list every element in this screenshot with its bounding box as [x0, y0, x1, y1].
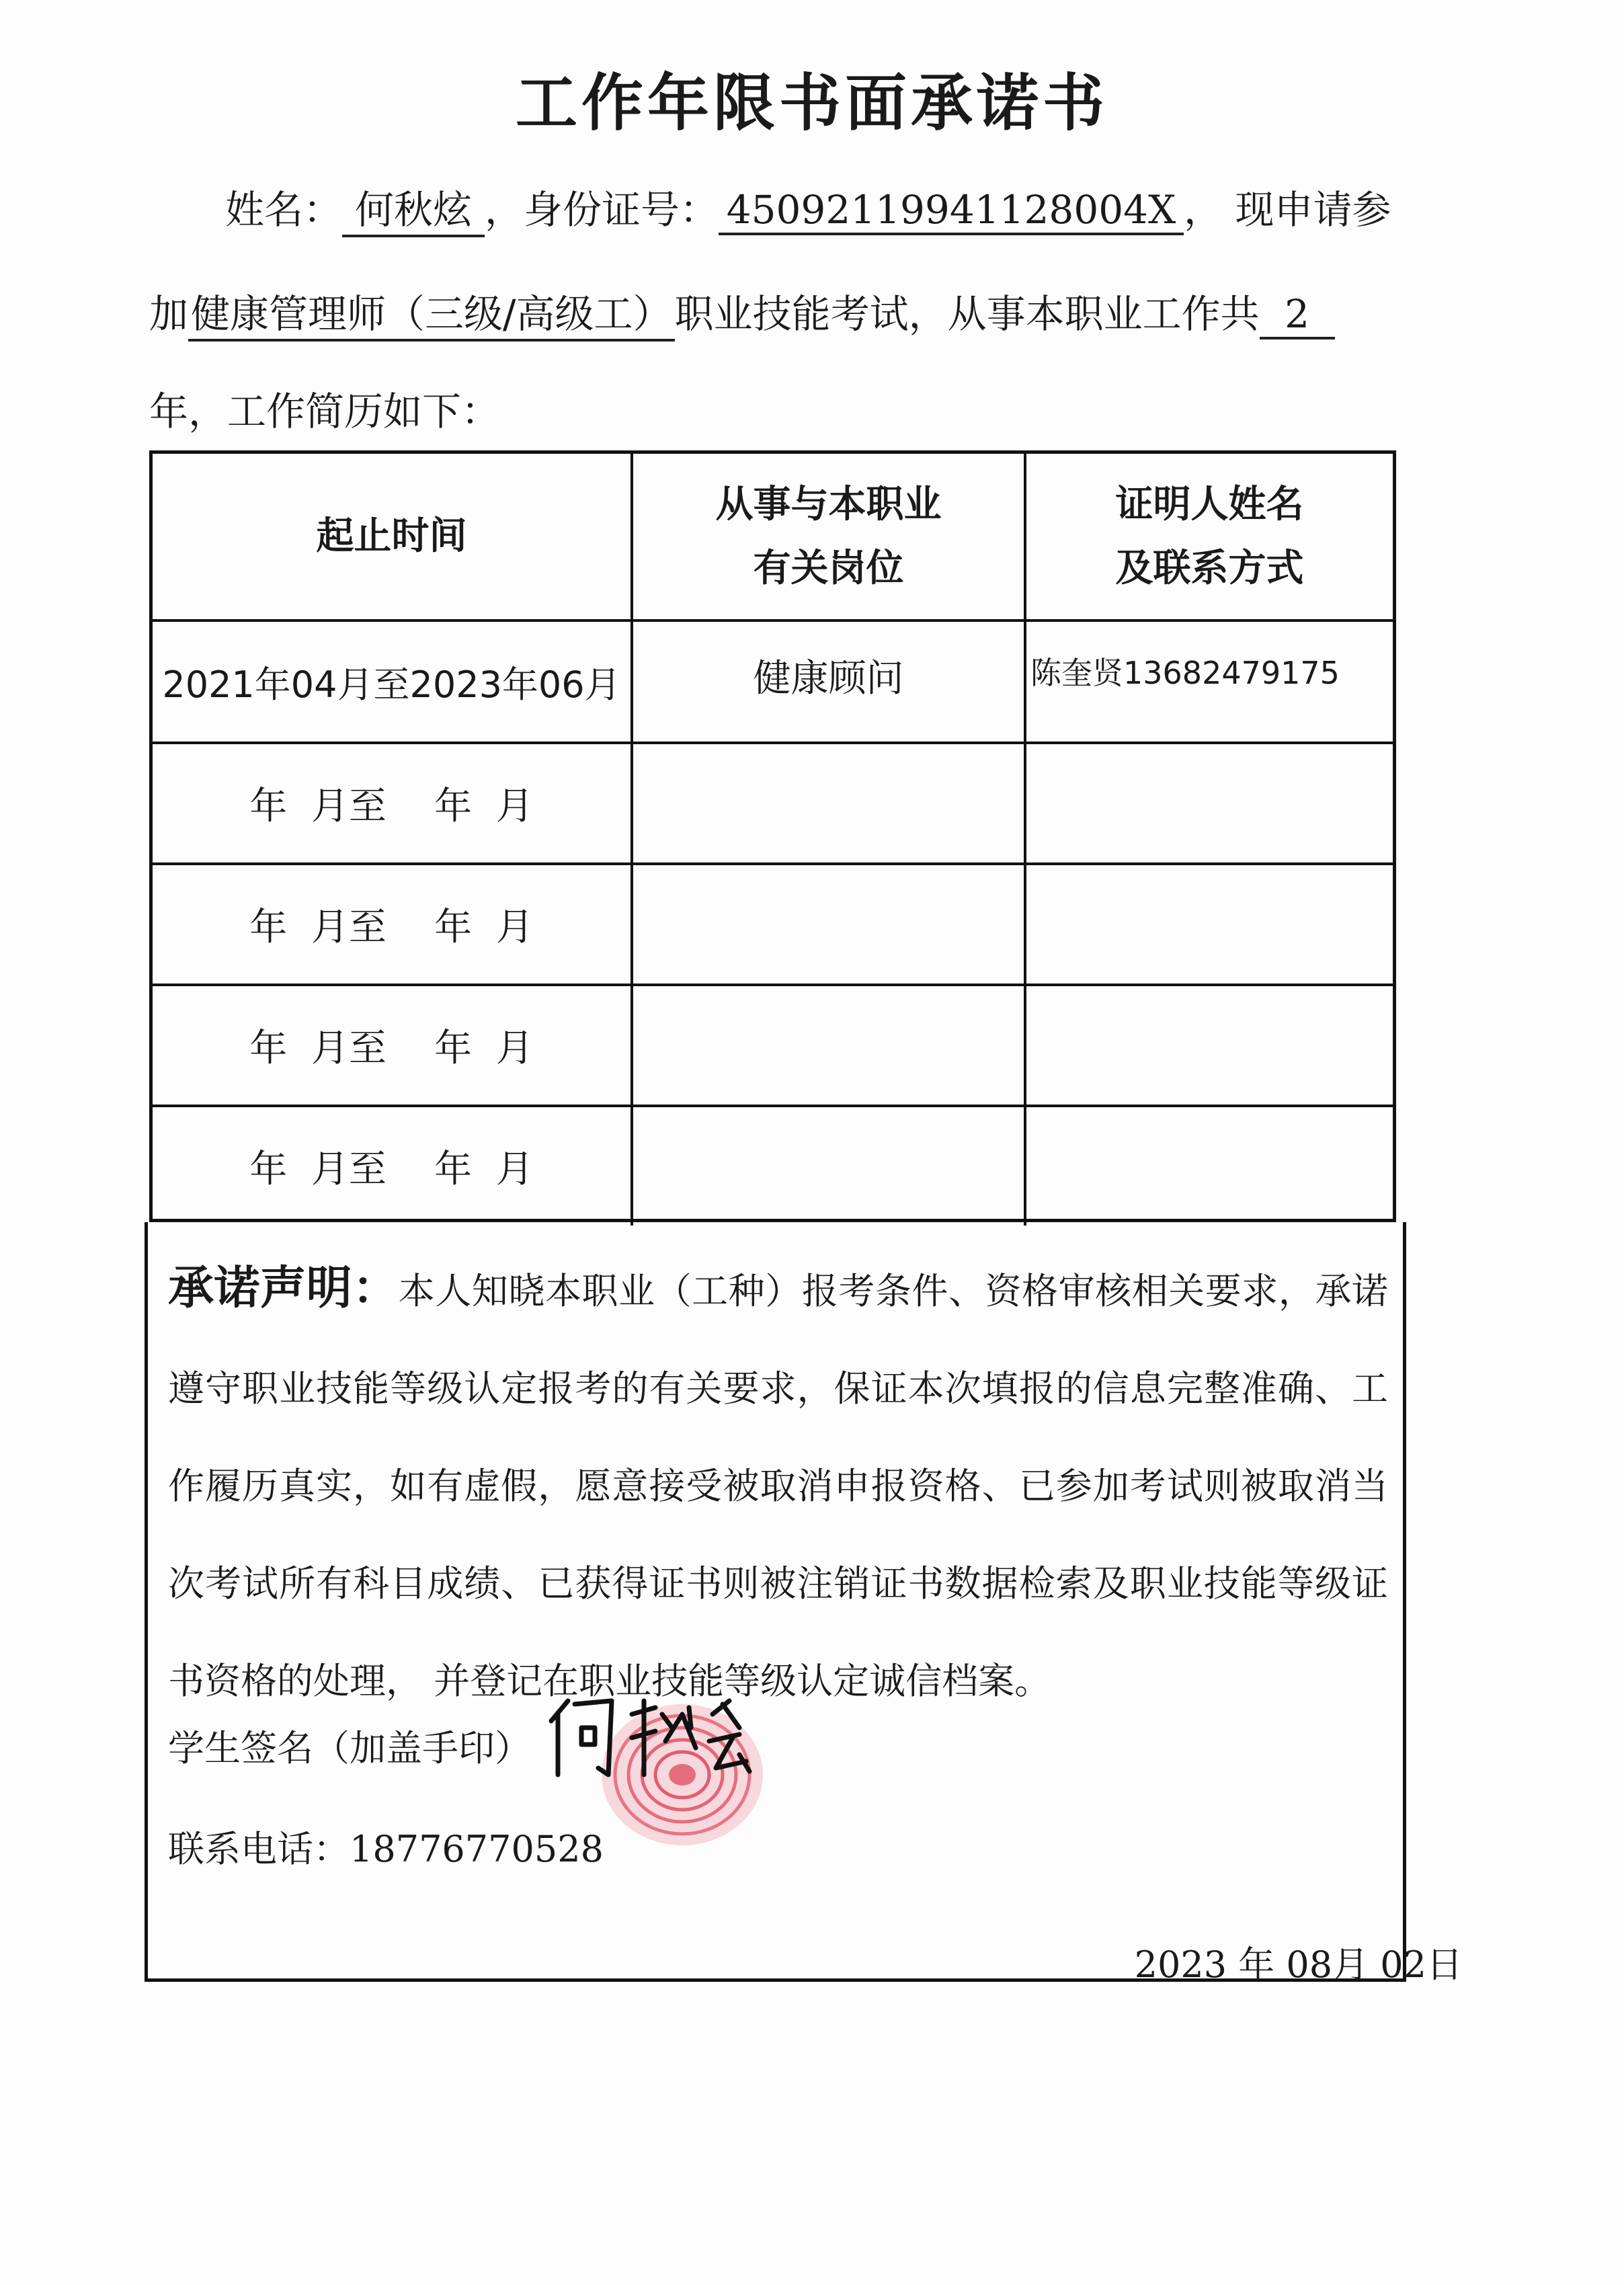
header-witness [1025, 454, 1393, 620]
table-row [153, 743, 1393, 864]
name-label: 姓名： [225, 187, 343, 233]
month-label: 月 [495, 906, 534, 949]
header-witness-line1: 证明人姓名 [1115, 482, 1304, 526]
id-label: ，身份证号： [485, 187, 719, 233]
table-header-row [153, 454, 1393, 620]
year-label: 年 [434, 1148, 473, 1191]
row-period [153, 743, 632, 864]
row-post [632, 743, 1025, 864]
table-row [153, 1106, 1393, 1226]
statement-text [168, 1240, 1388, 1730]
id-number: 45092119941128004X [719, 187, 1184, 235]
row-post [632, 864, 1025, 985]
phone-label: 联系电话： [168, 1828, 350, 1870]
year-label: 年 [249, 1148, 288, 1191]
intro-line-2 [149, 282, 1335, 342]
apply-prefix: 加 [149, 291, 189, 337]
year-label: 年 [434, 785, 473, 828]
year-label: 年 [249, 785, 288, 828]
month-to-label: 月至 [311, 785, 387, 828]
statement-box [145, 1222, 1406, 1982]
month-to-label: 月至 [311, 1148, 387, 1191]
year-label: 年 [249, 906, 288, 949]
apply-text: ， 现申请参 [1184, 187, 1391, 233]
row-post: 健康顾问 [632, 620, 1025, 743]
year-label: 年 [249, 1027, 288, 1070]
header-post-line1: 从事与本职业 [715, 482, 942, 526]
month-label: 月 [495, 785, 534, 828]
statement-body: 本人知晓本职业（工种）报考条件、资格审核相关要求，承诺遵守职业技能等级认定报考的有关要求，保证本次填报的信息完整准确、工作履历真实，如有虚假，愿意接受被取消申报资格、已参加考试则被取消当次考试所有科目成绩、已获得证书则被注销证书数据检索及职业技能等级证书资格的处理， 并登记在职业技能等级认定诚信档案。 [168, 1270, 1388, 1702]
work-history-table [149, 450, 1396, 1222]
applicant-name: 何秋炫 [342, 178, 485, 237]
month-label: 月 [495, 1027, 534, 1070]
header-witness-line2: 及联系方式 [1115, 547, 1304, 590]
header-post [632, 454, 1025, 620]
row-witness [1025, 743, 1393, 864]
occupation: 健康管理师（三级/高级工） [188, 282, 675, 342]
years-worked: 2 [1260, 291, 1335, 339]
row-post [632, 1106, 1025, 1226]
month-label: 月 [495, 1148, 534, 1191]
header-period: 起止时间 [153, 454, 632, 620]
sign-date: 2023 年 08月 02日 [1134, 1943, 1463, 1986]
row-period [153, 985, 632, 1106]
resume-intro: 年，工作简历如下： [149, 389, 501, 434]
row-period [153, 1106, 632, 1226]
row-witness: 陈奎贤13682479175 [1025, 620, 1393, 743]
document-title: 工作年限书面承诺书 [515, 67, 1108, 139]
table-row [153, 620, 1393, 743]
intro-line-1 [225, 178, 1391, 237]
table-row [153, 864, 1393, 985]
signature-label: 学生签名（加盖手印） [168, 1727, 531, 1769]
row-witness [1025, 864, 1393, 985]
signature-with-thumbprint [538, 1674, 820, 1849]
row-period [153, 864, 632, 985]
exam-text: 职业技能考试，从事本职业工作共 [674, 291, 1260, 337]
row-period: 2021年04月至2023年06月 [153, 620, 632, 743]
row-post [632, 985, 1025, 1106]
month-to-label: 月至 [311, 1027, 387, 1070]
year-label: 年 [434, 1027, 473, 1070]
month-to-label: 月至 [311, 906, 387, 949]
table-row [153, 985, 1393, 1106]
year-label: 年 [434, 906, 473, 949]
header-post-line2: 有关岗位 [753, 547, 904, 590]
phone-number: 18776770528 [350, 1828, 604, 1870]
row-witness [1025, 1106, 1393, 1226]
statement-heading: 承诺声明： [168, 1262, 399, 1315]
row-witness [1025, 985, 1393, 1106]
